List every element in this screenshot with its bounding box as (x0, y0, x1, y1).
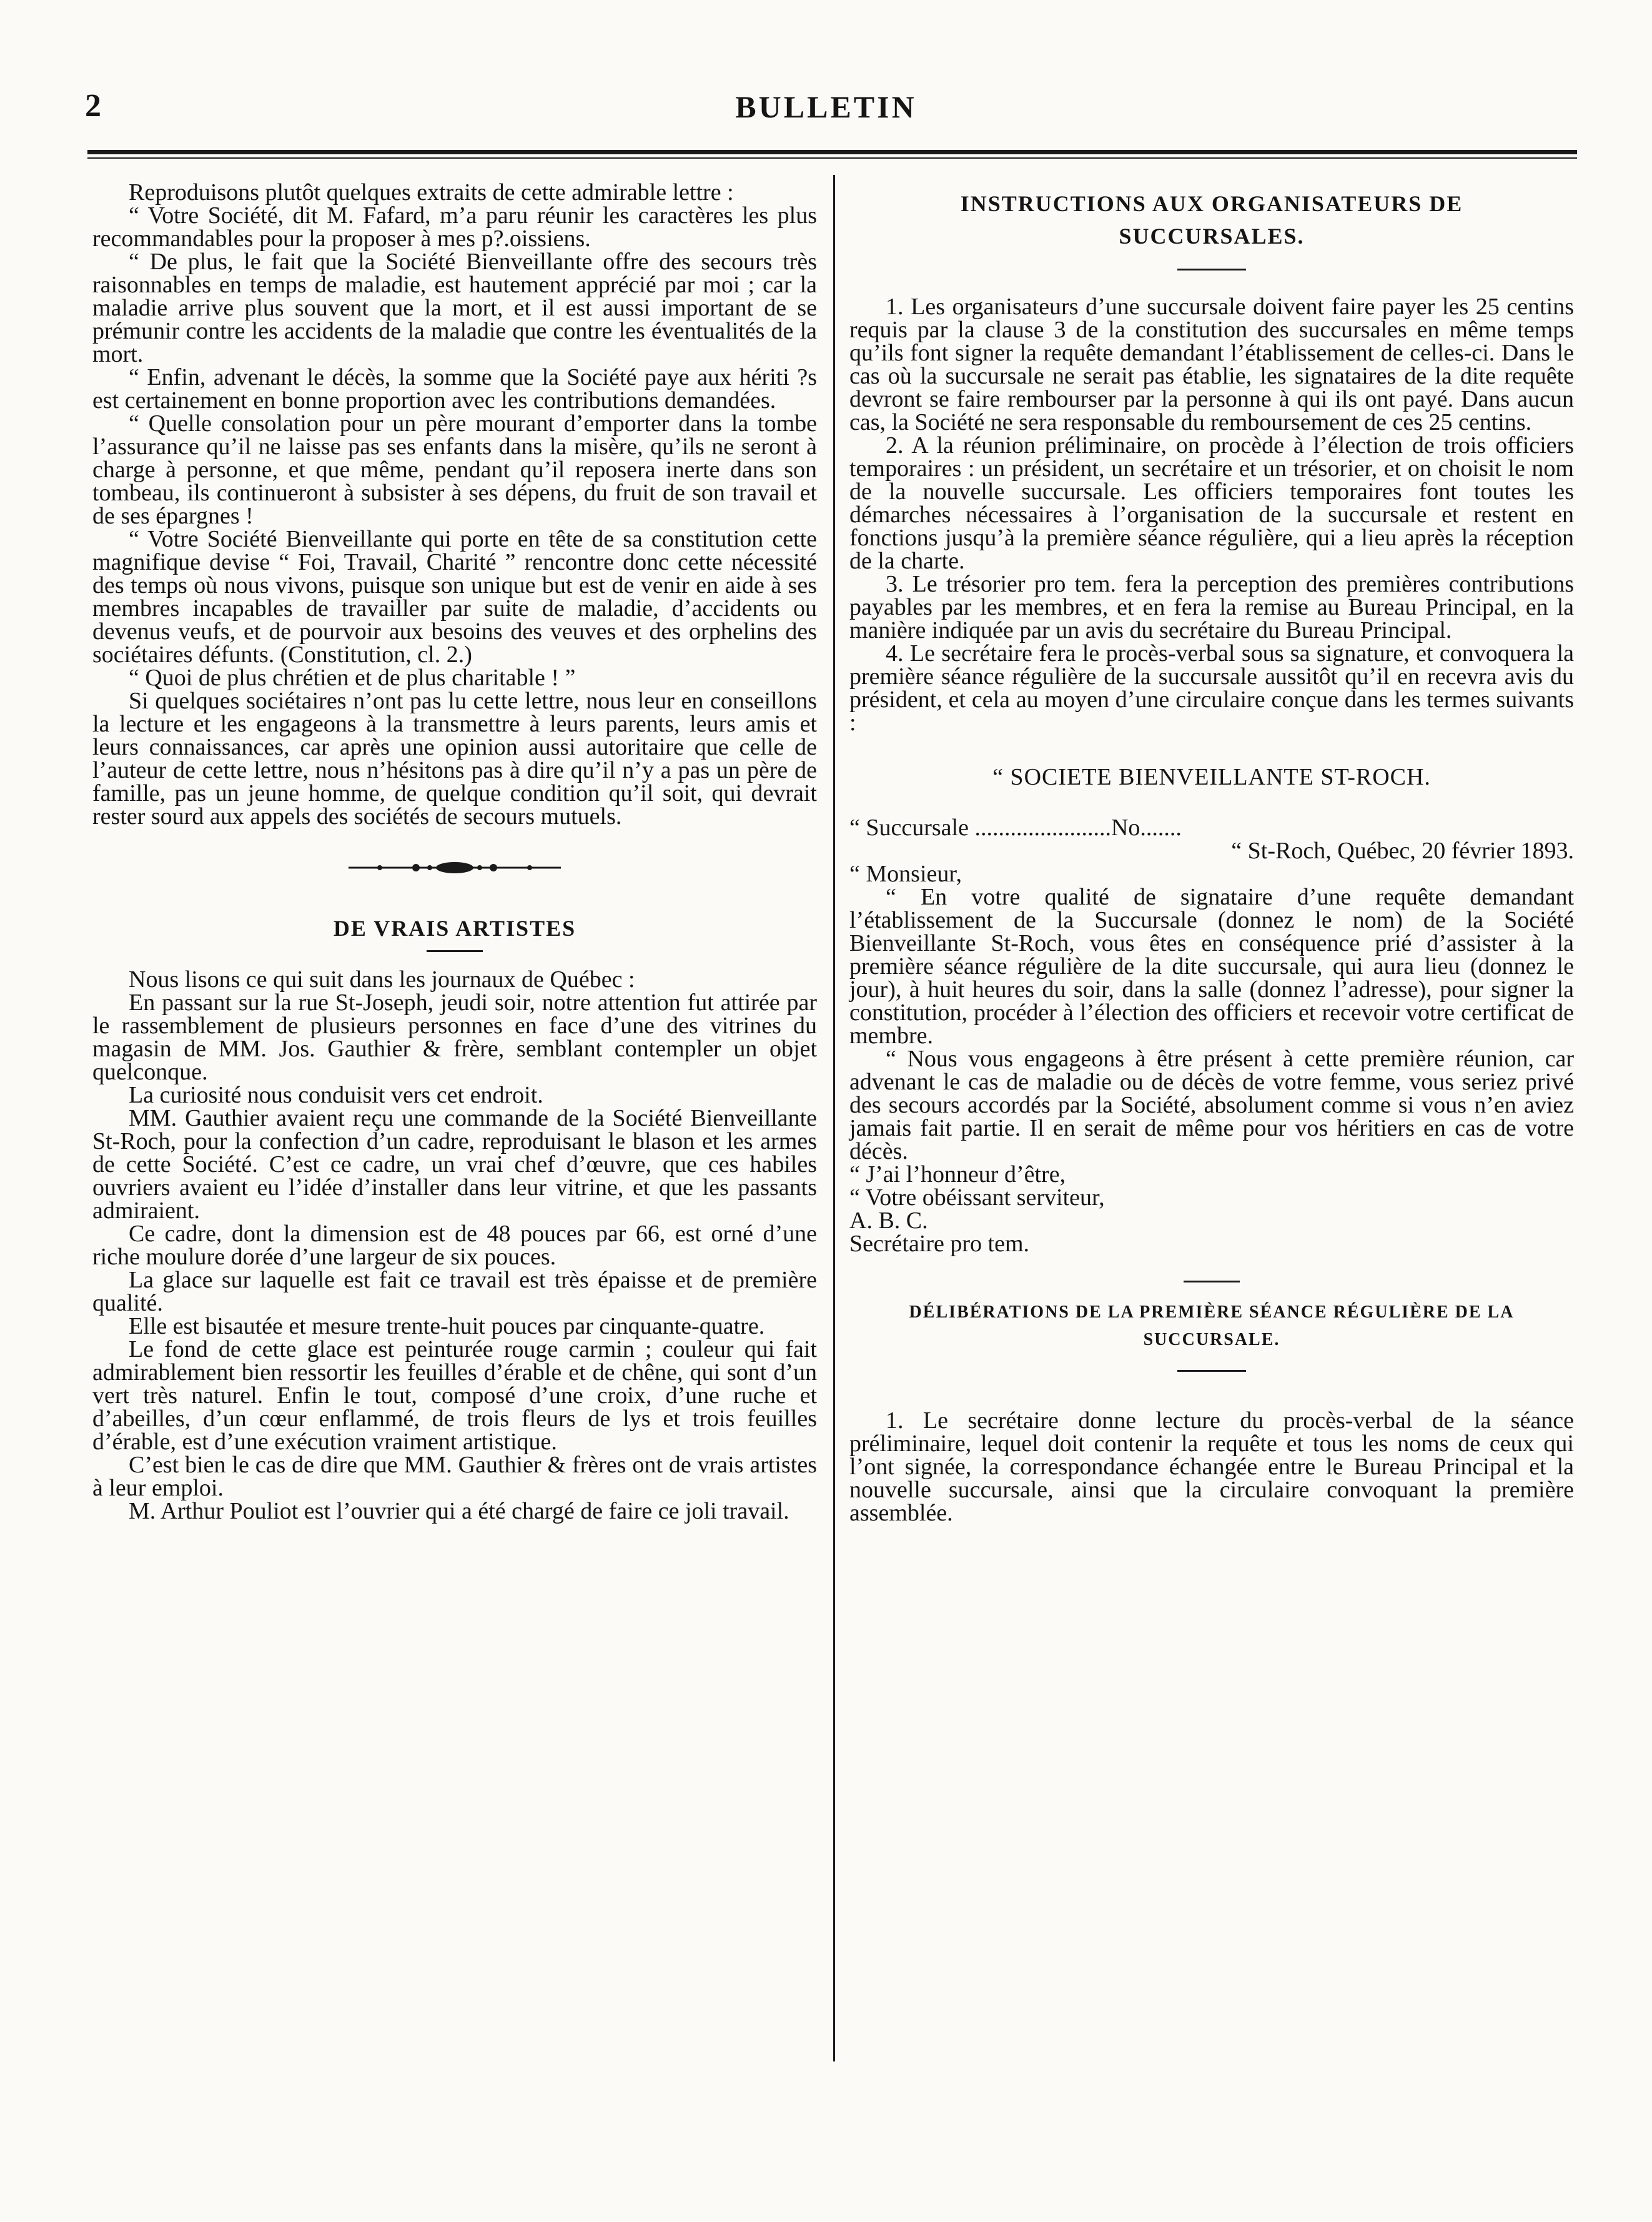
section-title: INSTRUCTIONS AUX ORGANISATEURS DE SUCCURSALES. (960, 191, 1463, 249)
paragraph: 3. Le trésorier pro tem. fera la perception des premières contributions payables par les membres, et en fera la remise au Bureau Principal, en la manière indiquée par un avis du secrétaire du Bureau Principal. (849, 571, 1574, 643)
title-rule (1177, 269, 1246, 270)
paragraph: La glace sur laquelle est fait ce travail est très épaisse et de première qualité. (92, 1267, 817, 1316)
title-rule (1177, 1370, 1246, 1372)
paragraph: La curiosité nous conduisit vers cet endroit. (129, 1082, 543, 1108)
page-title: BULLETIN (735, 89, 917, 124)
paragraph: “ Quelle consolation pour un père mourant d’emporter dans la tombe l’assurance qu’il ne laisse pas ses enfants dans la misère, qu’ils ne seront à charge à personne, et que même, pendant qu’il reposera inerte dans son tombeau, ils continueront à subsister à ses dépens, du fruit de son travail et de ses épargnes ! (92, 410, 817, 529)
letter-salutation: “ Monsieur, (849, 861, 962, 887)
letter-society-name: “ SOCIETE BIENVEILLANTE ST-ROCH. (992, 764, 1431, 790)
right-column (849, 181, 1574, 1525)
paragraph: MM. Gauthier avaient reçu une commande de la Société Bienveillante St-Roch, pour la confection d’un cadre, reproduisant le blason et les armes de cette Société. C’est ce cadre, un vrai chef d’œuvre, que ces habiles ouvriers avaient eu l’idée d’installer dans leur vitrine, et que les passants admiraient. (92, 1105, 817, 1224)
ornament-divider (342, 858, 567, 877)
paragraph: Le fond de cette glace est peinturée rouge carmin ; couleur qui fait admirablement bien ressortir les feuilles d’érable et de chêne, qui sont d’un vert très naturel. Enfin le tout, composé d’une croix, d’une ruche et d’abeilles, d’un cœur enflammé, de trois fleurs de lys et trois feuilles d’érable, est d’une exécution vraiment artistique. (92, 1336, 817, 1455)
paragraph: Nous lisons ce qui suit dans les journaux de Québec : (129, 966, 635, 993)
letter-succursale-line: “ Succursale .......................No....... (849, 815, 1182, 841)
letter-paragraph: “ En votre qualité de signataire d’une requête demandant l’établissement de la Succursale (donnez le nom) de la Société Bienveillante St-Roch, vous êtes en conséquence prié d’assister à la première séance régulière de la dite succursale, qui aura lieu (donnez le jour), à huit heures du soir, dans la salle (donnez l’adresse), pour signer la constitution, procéder à l’élection des officiers et recevoir votre certificat de membre. (849, 884, 1574, 1049)
header-rule (87, 150, 1577, 154)
paragraph: Si quelques sociétaires n’ont pas lu cette lettre, nous leur en conseillons la lecture et les engageons à la transmettre à leurs parents, leurs amis et leurs connaissances, car après une opinion aussi autoritaire que celle de l’auteur de cette lettre, nous n’hésitons pas à dire qu’il n’y a pas un père de famille, pas un jeune homme, de quelque condition qu’il soit, qui devrait rester sourd aux appels des sociétés de secours mutuels. (92, 688, 817, 830)
paragraph: C’est bien le cas de dire que MM. Gauthier & frères ont de vrais artistes à leur emploi. (92, 1452, 817, 1501)
page-number: 2 (85, 88, 101, 124)
section-rule (1184, 1281, 1240, 1282)
header-rule-thin (87, 157, 1577, 159)
letter-signature: A. B. C. (849, 1208, 928, 1234)
paragraph: Elle est bisautée et mesure trente-huit pouces par cinquante-quatre. (129, 1313, 765, 1339)
column-divider (833, 175, 835, 2061)
left-column (92, 181, 817, 1523)
paragraph: 1. Les organisateurs d’une succursale doivent faire payer les 25 centins requis par la clause 3 de la constitution des succursales en même temps qu’ils font signer la requête demandant l’établissement de celles-ci. Dans le cas où la succursale ne serait pas établie, les signataires de la dite requête devront se faire rembourser par la personne à qui ils ont payé. Dans aucun cas, la Société ne sera responsable du remboursement de ces 25 centins. (849, 294, 1574, 435)
paragraph: 1. Le secrétaire donne lecture du procès-verbal de la séance préliminaire, lequel doit contenir la requête et tous les noms de ceux qui l’ont signée, la correspondance échangée entre le Bureau Principal et la nouvelle succursale, ainsi que la circulaire convoquant la première assemblée. (849, 1407, 1574, 1526)
section-title: DÉLIBÉRATIONS DE LA PREMIÈRE SÉANCE RÉGULIÈRE DE LA SUCCURSALE. (909, 1302, 1515, 1349)
paragraph: “ Votre Société Bienveillante qui porte en tête de sa constitution cette magnifique devise “ Foi, Travail, Charité ” rencontre donc cette nécessité des temps où nous vivons, puisque son unique but est de venir en aide à ses membres incapables de travailler par suite de maladie, d’accidents ou devenus veufs, et de pourvoir aux besoins des veuves et des orphelins des sociétaires défunts. (Constitution, cl. 2.) (92, 526, 817, 668)
paragraph: “ Quoi de plus chrétien et de plus charitable ! ” (129, 665, 576, 691)
paragraph: Reproduisons plutôt quelques extraits de cette admirable lettre : (129, 179, 734, 206)
title-rule (427, 950, 483, 952)
paragraph: En passant sur la rue St-Joseph, jeudi soir, notre attention fut attirée par le rassemblement de plusieurs personnes en face d’une des vitrines du magasin de MM. Jos. Gauthier & frère, semblant contempler un objet quelconque. (92, 989, 817, 1085)
paragraph: “ Enfin, advenant le décès, la somme que la Société paye aux hériti ?s est certainement en bonne proportion avec les contributions demandées. (92, 364, 817, 414)
paragraph: Ce cadre, dont la dimension est de 48 pouces par 66, est orné d’une riche moulure dorée d’une largeur de six pouces. (92, 1221, 817, 1270)
article-title: DE VRAIS ARTISTES (333, 916, 576, 941)
paragraph: “ Votre Société, dit M. Fafard, m’a paru réunir les caractères les plus recommandables pour la proposer à mes p?.oissiens. (92, 202, 817, 252)
letter-closing: “ Votre obéissant serviteur, (849, 1184, 1105, 1211)
paragraph: 4. Le secrétaire fera le procès-verbal sous sa signature, et convoquera la première séance régulière de la succursale aussitôt qu’il en recevra avis du président, et cela au moyen d’une circulaire conçue dans les termes suivants : (849, 640, 1574, 736)
letter-dateline: “ St-Roch, Québec, 20 février 1893. (1231, 838, 1574, 864)
letter-signature-title: Secrétaire pro tem. (849, 1231, 1030, 1257)
paragraph: M. Arthur Pouliot est l’ouvrier qui a été chargé de faire ce joli travail. (129, 1498, 789, 1524)
paragraph: 2. A la réunion préliminaire, on procède à l’élection de trois officiers temporaires : un président, un secrétaire et un trésorier, et on choisit le nom de la nouvelle succursale. Les officiers temporaires font toutes les démarches nécessaires à l’organisation de la succursale et restent en fonctions jusqu’à la première séance régulière, qui a lieu après la réception de la charte. (849, 432, 1574, 574)
paragraph: “ De plus, le fait que la Société Bienveillante offre des secours très raisonnables en temps de maladie, est hautement apprécié par moi ; car la maladie arrive plus souvent que la mort, et il est aussi important de se prémunir contre les accidents de la maladie que contre les éventualités de la mort. (92, 249, 817, 367)
letter-paragraph: “ Nous vous engageons à être présent à cette première réunion, car advenant le cas de maladie ou de décès de votre femme, vous seriez privé des secours accordés par la Société, absolument comme si vous n’en aviez jamais fait partie. Il en serait de même pour vos héritiers en cas de votre décès. (849, 1046, 1574, 1164)
letter-closing: “ J’ai l’honneur d’être, (849, 1161, 1066, 1188)
